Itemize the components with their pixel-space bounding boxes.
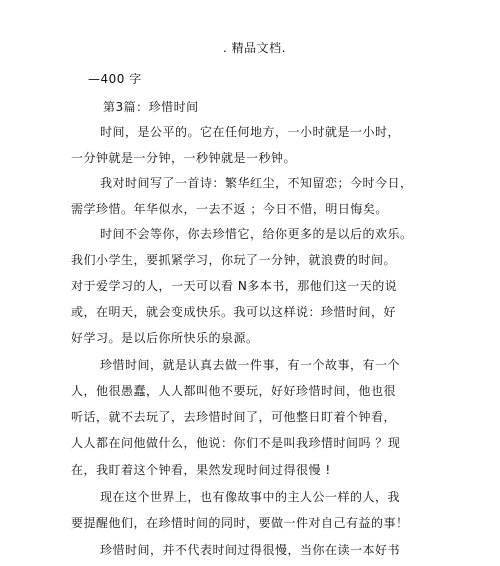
paragraph-line: 好学习。是以后你所快乐的泉源。 [71, 331, 259, 345]
paragraph-line: 时间，是公平的。它在任何地方，一小时就是一小时， [100, 125, 401, 139]
paragraph-line: 要提醒他们，在珍惜时间的同时，要做一件对自己有益的事！ [71, 516, 409, 530]
paragraph-line: 听话，就不去玩了，去珍惜时间了，可他整日盯着个钟看， [71, 410, 397, 424]
word-count-line: —400 字 [88, 72, 142, 86]
paragraph-line: 珍惜时间，并不代表时间过得很慢，当你在读一本好书 [100, 543, 401, 557]
paragraph-line: 我们小学生，要抓紧学习，你玩了一分钟，就浪费的时间。 [71, 253, 397, 267]
paragraph-line: 时间不会等你，你去珍惜它，给你更多的是以后的欢乐。 [100, 227, 413, 241]
paragraph-line: 对于爱学习的人，一天可以看 N多本书，那他们这一天的说 [71, 279, 398, 293]
paragraph-line: 一分钟就是一分钟，一秒钟就是一秒钟。 [71, 151, 297, 165]
paragraph-line: 在，我盯着这个钟看，果然发现时间过得很慢 ! [71, 463, 331, 477]
paragraph-line: 需学珍惜。年华似水，一去不返 ；今日不惜，明日悔矣。 [71, 202, 388, 216]
chapter-title: 第3篇：珍惜时间 [103, 100, 199, 114]
paragraph-line: 人，他很愚蠢，人人都叫他不要玩，好好珍惜时间，他也很 [71, 384, 397, 398]
paragraph-line: 珍惜时间，就是认真去做一件事，有一个故事，有一个 [100, 358, 401, 372]
paragraph-line: 现在这个世界上，也有像故事中的主人公一样的人，我 [100, 490, 401, 504]
paragraph-line: 或，在明天，就会变成快乐。我可以这样说：珍惜时间，好 [71, 305, 397, 319]
paragraph-line: 我对时间写了一首诗：繁华红尘，不知留恋；今时今日， [100, 176, 413, 190]
paragraph-line: 人人都在问他做什么，他说：你们不是叫我珍惜时间吗 ？现 [71, 436, 401, 450]
document-header: . 精品文档. [223, 41, 286, 55]
